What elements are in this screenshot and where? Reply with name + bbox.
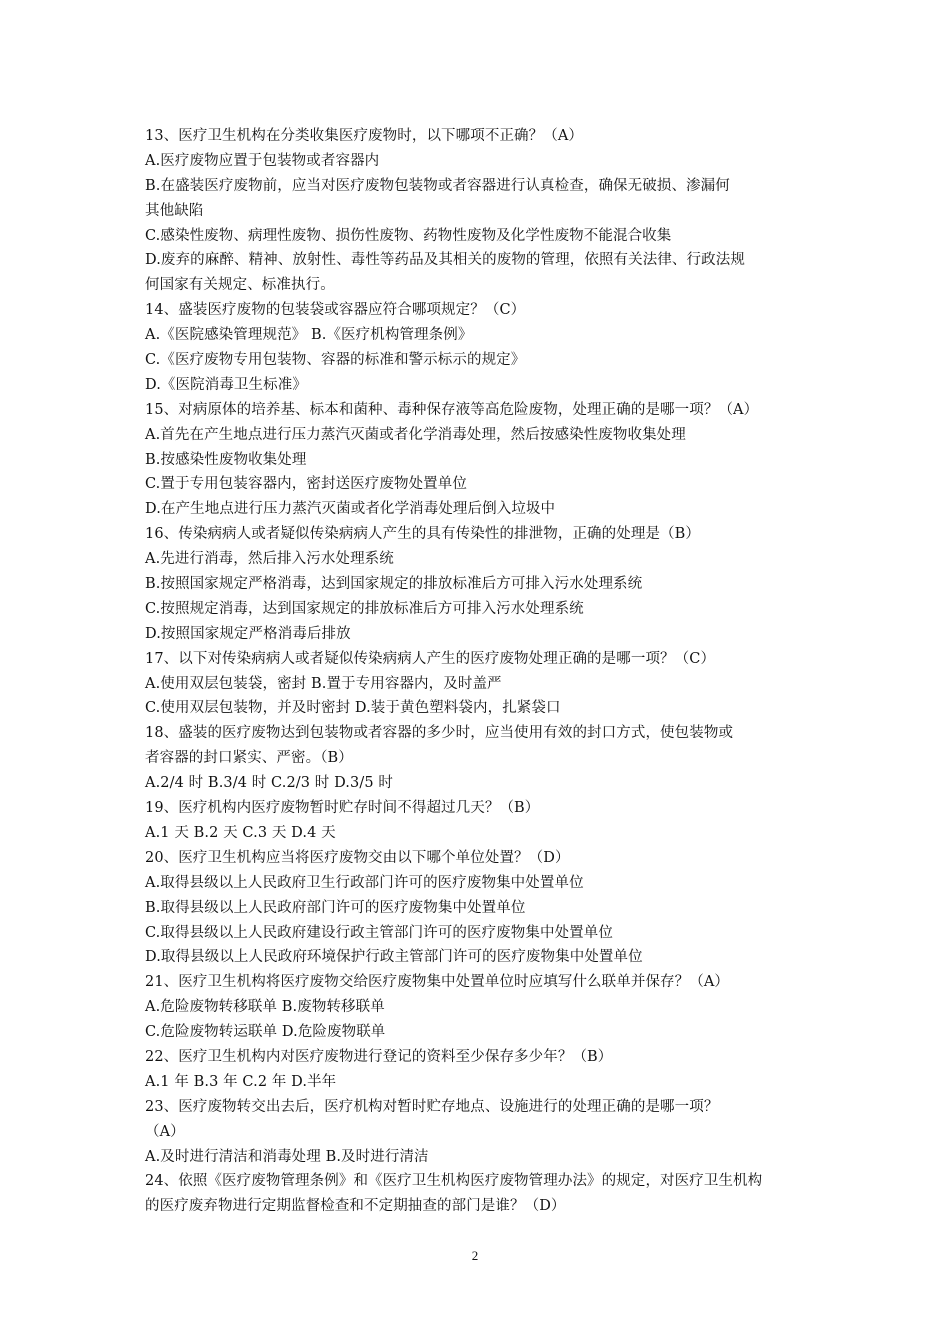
text-line: 15、对病原体的培养基、标本和菌种、毒种保存液等高危险废物，处理正确的是哪一项？（A） bbox=[145, 401, 759, 418]
text-line: 者容器的封口紧实、严密。（B） bbox=[145, 750, 353, 767]
text-line: B.按照国家规定严格消毒，达到国家规定的排放标准后方可排入污水处理系统 bbox=[145, 576, 643, 593]
text-line: B.取得县级以上人民政府部门许可的医疗废物集中处置单位 bbox=[145, 899, 526, 916]
text-line: A.医疗废物应置于包装物或者容器内 bbox=[145, 152, 380, 169]
text-line: D.《医院消毒卫生标准》 bbox=[145, 376, 307, 393]
text-line: B.在盛装医疗废物前，应当对医疗废物包装物或者容器进行认真检查，确保无破损、渗漏何 bbox=[145, 177, 730, 194]
text-line: 13、医疗卫生机构在分类收集医疗废物时，以下哪项不正确？（A） bbox=[145, 128, 584, 144]
text-line: 21、医疗卫生机构将医疗废物交给医疗废物集中处置单位时应填写什么联单并保存？（A） bbox=[145, 974, 730, 991]
text-line: C.置于专用包装容器内，密封送医疗废物处置单位 bbox=[145, 476, 467, 493]
text-line: 20、医疗卫生机构应当将医疗废物交由以下哪个单位处置？（D） bbox=[145, 849, 570, 866]
question-text-block bbox=[145, 124, 810, 1219]
text-line: 18、盛装的医疗废物达到包装物或者容器的多少时，应当使用有效的封口方式，使包装物或 bbox=[145, 725, 734, 742]
text-line: 22、医疗卫生机构内对医疗废物进行登记的资料至少保存多少年？（B） bbox=[145, 1048, 613, 1065]
text-line: 的医疗废弃物进行定期监督检查和不定期抽查的部门是谁？（D） bbox=[145, 1198, 566, 1215]
text-line: C.感染性废物、病理性废物、损伤性废物、药物性废物及化学性废物不能混合收集 bbox=[145, 227, 672, 244]
text-line: A.先进行消毒，然后排入污水处理系统 bbox=[145, 551, 394, 568]
text-line: 23、医疗废物转交出去后，医疗机构对暂时贮存地点、设施进行的处理正确的是哪一项？ bbox=[145, 1098, 719, 1115]
text-line: 19、医疗机构内医疗废物暂时贮存时间不得超过几天？（B） bbox=[145, 800, 540, 817]
text-line: 14、盛装医疗废物的包装袋或容器应符合哪项规定？（C） bbox=[145, 302, 526, 319]
text-line: A.使用双层包装袋，密封 B.置于专用容器内，及时盖严 bbox=[145, 675, 502, 692]
text-line: A.首先在产生地点进行压力蒸汽灭菌或者化学消毒处理，然后按感染性废物收集处理 bbox=[145, 426, 686, 443]
text-line: （A） bbox=[145, 1123, 185, 1140]
text-line: 何国家有关规定、标准执行。 bbox=[145, 277, 335, 294]
text-line: A.取得县级以上人民政府卫生行政部门许可的医疗废物集中处置单位 bbox=[145, 874, 584, 891]
text-line: D.取得县级以上人民政府环境保护行政主管部门许可的医疗废物集中处置单位 bbox=[145, 949, 643, 966]
text-line: A.1 年 B.3 年 C.2 年 D.半年 bbox=[145, 1073, 337, 1090]
text-line: A.《医院感染管理规范》 B.《医疗机构管理条例》 bbox=[145, 327, 473, 344]
text-line: D.废弃的麻醉、精神、放射性、毒性等药品及其相关的废物的管理，依照有关法律、行政法规 bbox=[145, 252, 745, 269]
text-line: 17、以下对传染病病人或者疑似传染病病人产生的医疗废物处理正确的是哪一项？（C） bbox=[145, 650, 716, 667]
text-line: D.按照国家规定严格消毒后排放 bbox=[145, 625, 351, 642]
text-line: 其他缺陷 bbox=[145, 202, 204, 219]
text-line: A.危险废物转移联单 B.废物转移联单 bbox=[145, 999, 385, 1016]
text-line: D.在产生地点进行压力蒸汽灭菌或者化学消毒处理后倒入垃圾中 bbox=[145, 501, 556, 518]
text-line: A.1 天 B.2 天 C.3 天 D.4 天 bbox=[145, 824, 336, 841]
text-line: B.按感染性废物收集处理 bbox=[145, 451, 307, 468]
text-line: C.《医疗废物专用包装物、容器的标准和警示标示的规定》 bbox=[145, 352, 526, 369]
text-line: C.使用双层包装物，并及时密封 D.装于黄色塑料袋内，扎紧袋口 bbox=[145, 700, 561, 717]
text-line: A.2/4 时 B.3/4 时 C.2/3 时 D.3/5 时 bbox=[145, 775, 393, 792]
text-line: 16、传染病病人或者疑似传染病病人产生的具有传染性的排泄物，正确的处理是（B） bbox=[145, 526, 701, 543]
page-number: 2 bbox=[471, 1248, 479, 1263]
text-line: C.取得县级以上人民政府建设行政主管部门许可的医疗废物集中处置单位 bbox=[145, 924, 613, 941]
text-line: C.按照规定消毒，达到国家规定的排放标准后方可排入污水处理系统 bbox=[145, 600, 584, 617]
text-line: 24、依照《医疗废物管理条例》和《医疗卫生机构医疗废物管理办法》的规定，对医疗卫生机构 bbox=[145, 1173, 763, 1190]
text-line: C.危险废物转运联单 D.危险废物联单 bbox=[145, 1024, 386, 1041]
text-line: A.及时进行清洁和消毒处理 B.及时进行清洁 bbox=[145, 1148, 429, 1165]
